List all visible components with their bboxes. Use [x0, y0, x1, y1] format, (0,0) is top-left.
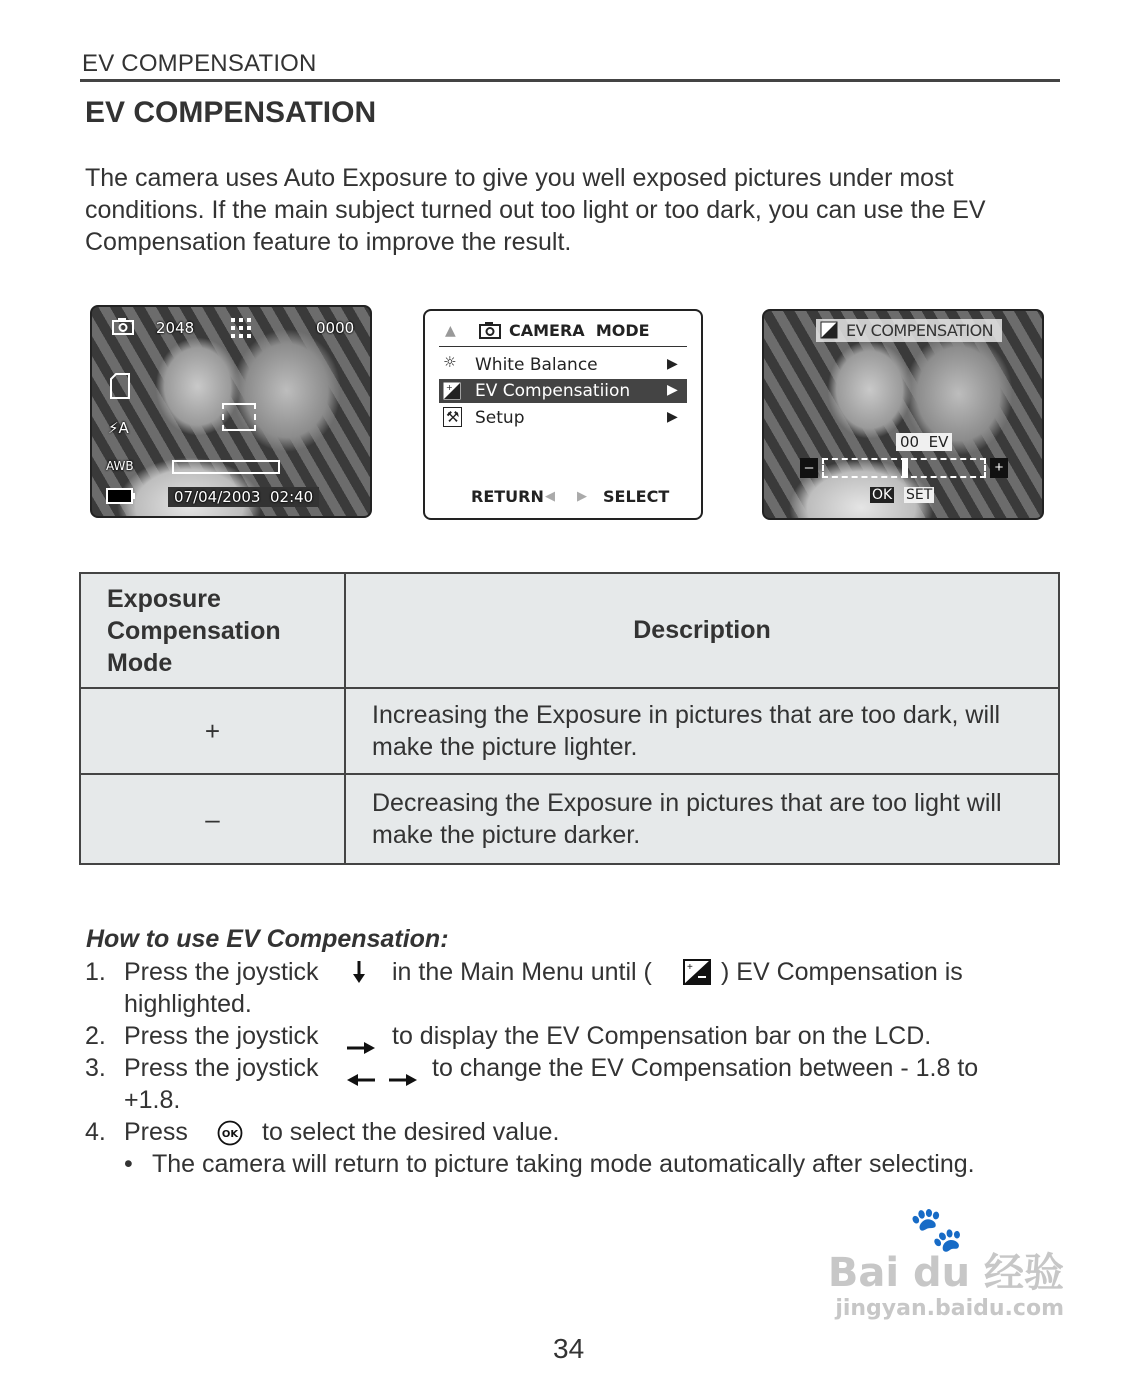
- svg-text:+: +: [687, 962, 693, 973]
- step-1: [0, 956, 1136, 1020]
- ev-minus-button[interactable]: –: [800, 458, 818, 478]
- mode-column-header: [80, 573, 345, 688]
- ev-value: 00 EV: [896, 433, 952, 451]
- arrow-right-icon: [388, 1063, 418, 1095]
- bullet-text: The camera will return to picture taking mode automatically after selecting.: [152, 1150, 975, 1178]
- menu-divider: [439, 346, 687, 347]
- ev-plus-button[interactable]: +: [990, 458, 1008, 478]
- shot-counter: 0000: [316, 319, 355, 337]
- up-arrow-icon: ▲: [445, 323, 456, 339]
- step-text: Press the joystick: [124, 1054, 319, 1082]
- step-text: in the Main Menu until (: [392, 958, 652, 986]
- date-time: 07/04/2003 02:40: [168, 487, 319, 507]
- camera-icon: [112, 317, 134, 339]
- chevron-right-icon: ▶: [667, 382, 678, 398]
- ok-label: OK: [872, 487, 893, 503]
- page-number: 34: [553, 1333, 585, 1364]
- menu-item-setup[interactable]: [439, 406, 687, 430]
- return-label[interactable]: RETURN: [471, 487, 544, 506]
- flash-auto-icon: ⚡A: [108, 419, 129, 437]
- menu-item-label: EV Compensatiion: [475, 381, 631, 401]
- arrow-down-icon: [351, 960, 367, 992]
- step-number: 1.: [85, 958, 106, 986]
- step-text: highlighted.: [124, 990, 252, 1018]
- resolution-label: 2048: [156, 319, 195, 337]
- camera-icon: [479, 321, 501, 343]
- step-text: to select the desired value.: [262, 1118, 560, 1146]
- awb-label: AWB: [106, 459, 134, 473]
- white-balance-icon: ☼: [443, 353, 457, 371]
- lcd-menu-screen: [423, 309, 703, 520]
- select-label[interactable]: SELECT: [603, 487, 670, 506]
- ev-screen-title: EV COMPENSATION: [846, 321, 994, 340]
- baidu-watermark: [827, 1204, 1064, 1321]
- page-title: EV COMPENSATION: [85, 96, 377, 129]
- focus-frame: [222, 403, 256, 431]
- ok-icon-label: OK: [221, 1129, 239, 1140]
- table-row: [80, 688, 1059, 774]
- ev-slider-thumb[interactable]: [902, 458, 908, 478]
- howto-title: How to use EV Compensation:: [86, 925, 449, 953]
- chevron-right-icon: ▶: [667, 356, 678, 372]
- description-column-header: Description: [345, 573, 1059, 688]
- step-text: to display the EV Compensation bar on the LCD.: [392, 1022, 932, 1050]
- menu-item-white-balance[interactable]: [439, 353, 687, 377]
- watermark-brand: Bai du 经验: [827, 1250, 1064, 1296]
- description-cell: Increasing the Exposure in pictures that are too dark, will make the picture lighter.: [345, 688, 1059, 774]
- step-2: [0, 1020, 1136, 1052]
- step-number: 3.: [85, 1054, 106, 1082]
- svg-text:+: +: [446, 383, 453, 392]
- step-number: 4.: [85, 1118, 106, 1146]
- ev-compensation-icon: [443, 382, 461, 404]
- set-label: SET: [906, 487, 933, 503]
- step-text: Press the joystick: [124, 1022, 319, 1050]
- table-row: [80, 774, 1059, 864]
- menu-item-label: White Balance: [475, 355, 598, 375]
- mode-cell: –: [80, 774, 345, 864]
- running-header: EV COMPENSATION: [82, 50, 317, 77]
- paw-icon: 🐾: [909, 1204, 964, 1255]
- table-header-row: [80, 573, 1059, 688]
- header-rule: [80, 79, 1060, 82]
- quality-grid-icon: [230, 317, 252, 343]
- step-text: +1.8.: [124, 1086, 181, 1114]
- right-arrow-icon: ▶: [577, 489, 587, 504]
- sd-card-icon: [110, 373, 130, 403]
- ev-title-bar: [816, 319, 1002, 342]
- step-text: Press the joystick: [124, 958, 319, 986]
- mode-header-line: Mode: [107, 648, 173, 677]
- intro-paragraph: The camera uses Auto Exposure to give you well exposed pictures under most conditions. If the main subject turned out too light or too dark, you can use the EV Compensation feature to improve the result.: [85, 164, 986, 256]
- ev-compensation-icon: [820, 321, 838, 344]
- bullet-symbol: •: [124, 1150, 133, 1178]
- mode-header-line: Compensation: [107, 616, 281, 645]
- step-text: ) EV Compensation is: [721, 958, 963, 986]
- step-4: [0, 1116, 1136, 1180]
- battery-icon: [106, 488, 136, 508]
- exposure-slider-bar: [172, 460, 280, 474]
- watermark-url: jingyan.baidu.com: [835, 1296, 1064, 1321]
- lcd-ev-screen: [762, 309, 1044, 520]
- step-text: to change the EV Compensation between - 1.8 to: [432, 1054, 979, 1082]
- menu-item-label: Setup: [475, 408, 525, 428]
- step-3: [0, 1052, 1136, 1116]
- menu-item-ev-compensation[interactable]: [439, 379, 687, 403]
- lcd-preview-screen: [90, 305, 372, 518]
- chevron-right-icon: ▶: [667, 409, 678, 425]
- step-text: Press: [124, 1118, 188, 1146]
- menu-title: CAMERA MODE: [509, 321, 650, 340]
- mode-cell: +: [80, 688, 345, 774]
- mode-header-line: Exposure: [107, 584, 221, 613]
- left-arrow-icon: ◀: [545, 489, 555, 504]
- step-number: 2.: [85, 1022, 106, 1050]
- ev-compensation-icon: [683, 959, 711, 993]
- flash-mode-label: A: [118, 419, 129, 437]
- setup-tools-icon: ⚒: [443, 407, 462, 427]
- ev-mode-table: [79, 572, 1060, 865]
- description-cell: Decreasing the Exposure in pictures that are too light will make the picture darker.: [345, 774, 1059, 864]
- arrow-left-icon: [346, 1063, 376, 1095]
